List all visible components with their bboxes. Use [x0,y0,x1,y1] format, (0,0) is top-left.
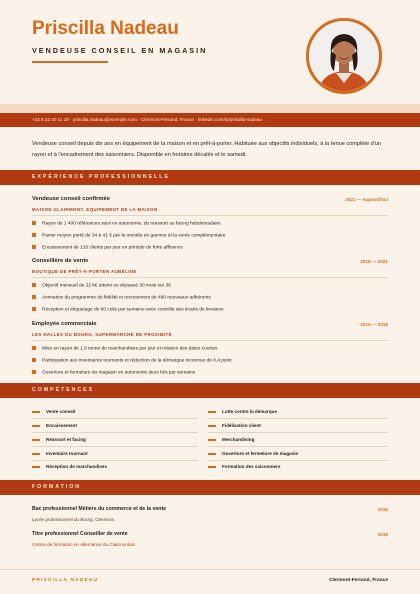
job-date: 2016 — 2018 [360,322,388,327]
job-bullet: Participation aux inventaires tournants et réduction de la démarque inconnue de 0,4 point [32,358,232,363]
job-bullet: Objectif mensuel de 22 k€ atteint ou dépassé 30 mois sur 36 [32,283,171,288]
bullet-square-icon [32,346,36,350]
skill-divider [208,418,388,419]
contact-bar: +33 6 22 40 11 18 · priscilla.nadeau@exemple.com · Clermont-Ferrand, France · linkedin.com/in/priscilla-nadeau [0,113,420,127]
candidate-role: VENDEUSE CONSEIL EN MAGASIN [32,46,208,55]
portrait-illustration [309,21,379,91]
bullet-square-icon [32,283,36,287]
job-divider [32,340,388,341]
bullet-square-icon [32,370,36,374]
job-divider [32,215,388,216]
bullet-square-icon [32,358,36,362]
section-experience: EXPÉRIENCE PROFESSIONNELLE [0,170,420,185]
skill-item: Encaissement [32,423,77,428]
portrait-photo [306,18,382,94]
header [0,0,420,104]
footer-location: Clermont-Ferrand, France [329,578,388,583]
dash-icon [208,425,216,427]
job-date: 2018 — 2021 [360,259,388,264]
role-underline [32,61,108,63]
job-company: LES HALLES DU BOURG, SUPERMARCHÉ DE PROXIMITÉ [32,332,172,337]
job-bullet: Rayon de 1 400 références suivi en autonomie, du réassort au facing hebdomadaire [32,221,221,226]
dash-icon [32,425,40,427]
job-title: Conseillère de vente [32,258,89,264]
education-school: Centre de formation en alternance du Clairmontais [32,542,135,547]
bullet-square-icon [32,307,36,311]
dash-icon [208,411,216,413]
profile-summary: Vendeuse conseil depuis dix ans en équipement de la maison et en prêt-à-porter. Habituée aux objectifs individuels, à la tenue complète d'un rayon et à l'encadrement des saisonniers. Disponible en horaires décalés et le samedi. [32,141,382,158]
section-education: FORMATION [0,480,420,495]
job-bullet: Réception et étiquetage de 60 colis par semaine avec contrôle des écarts de livraison [32,307,224,312]
job-company: MAISON CLAIRMONT, ÉQUIPEMENT DE LA MAISON [32,207,158,212]
job-bullet: Animation du programme de fidélité et recrutement de 480 nouveaux adhérents [32,295,211,300]
job-bullet: Mise en rayon de 1,8 tonne de marchandises par jour et rotation des dates courtes [32,346,217,351]
skill-item: Formation des saisonniers [208,464,280,469]
skill-item: Ouverture et fermeture de magasin [208,451,298,456]
skill-divider [32,460,198,461]
footer-divider [0,569,420,570]
dash-icon [32,453,40,455]
education-school: Lycée professionnel du Bourg, Clermont [32,517,114,522]
job-company: BOUTIQUE DE PRÊT-À-PORTER AUBÉLINE [32,269,137,274]
dash-icon [208,453,216,455]
skill-item: Vente conseil [32,409,75,414]
job-date: 2021 — Aujourd'hui [345,197,388,202]
bullet-square-icon [32,295,36,299]
education-title: Bac professionnel Métiers du commerce et de la vente [32,506,167,512]
dash-icon [208,466,216,468]
skill-divider [32,418,198,419]
skill-item: Merchandising [208,437,254,442]
skill-item: Réassort et facing [32,437,86,442]
skill-divider [32,432,198,433]
dash-icon [208,439,216,441]
education-year: 2016 [377,507,388,512]
skill-item: Lutte contre la démarque [208,409,277,414]
footer-name: PRISCILLA NADEAU [32,578,99,583]
dash-icon [32,466,40,468]
skill-divider [32,446,198,447]
candidate-name: Priscilla Nadeau [32,18,179,39]
skill-divider [208,460,388,461]
job-bullet: Ouverture et fermeture du magasin en autonomie deux fois par semaine [32,370,195,375]
skill-item: Inventaire tournant [32,451,88,456]
section-skills: COMPÉTENCES [0,383,420,398]
bullet-square-icon [32,245,36,249]
job-divider [32,277,388,278]
skill-divider [208,432,388,433]
skill-item: Fidélisation client [208,423,261,428]
bullet-square-icon [32,221,36,225]
header-strip [0,104,420,113]
job-bullet: Encaissement de 120 clients par jour en période de forte affluence [32,245,183,250]
dash-icon [32,411,40,413]
education-title: Titre professionnel Conseiller de vente [32,531,128,537]
bullet-square-icon [32,233,36,237]
dash-icon [32,439,40,441]
skill-item: Réception de marchandises [32,464,107,469]
skill-divider [208,446,388,447]
job-bullet: Panier moyen porté de 34 à 41 € par la montée en gamme et la vente complémentaire [32,233,225,238]
education-year: 2019 [377,532,388,537]
job-title: Employée commerciale [32,321,97,327]
job-title: Vendeuse conseil confirmée [32,196,110,202]
